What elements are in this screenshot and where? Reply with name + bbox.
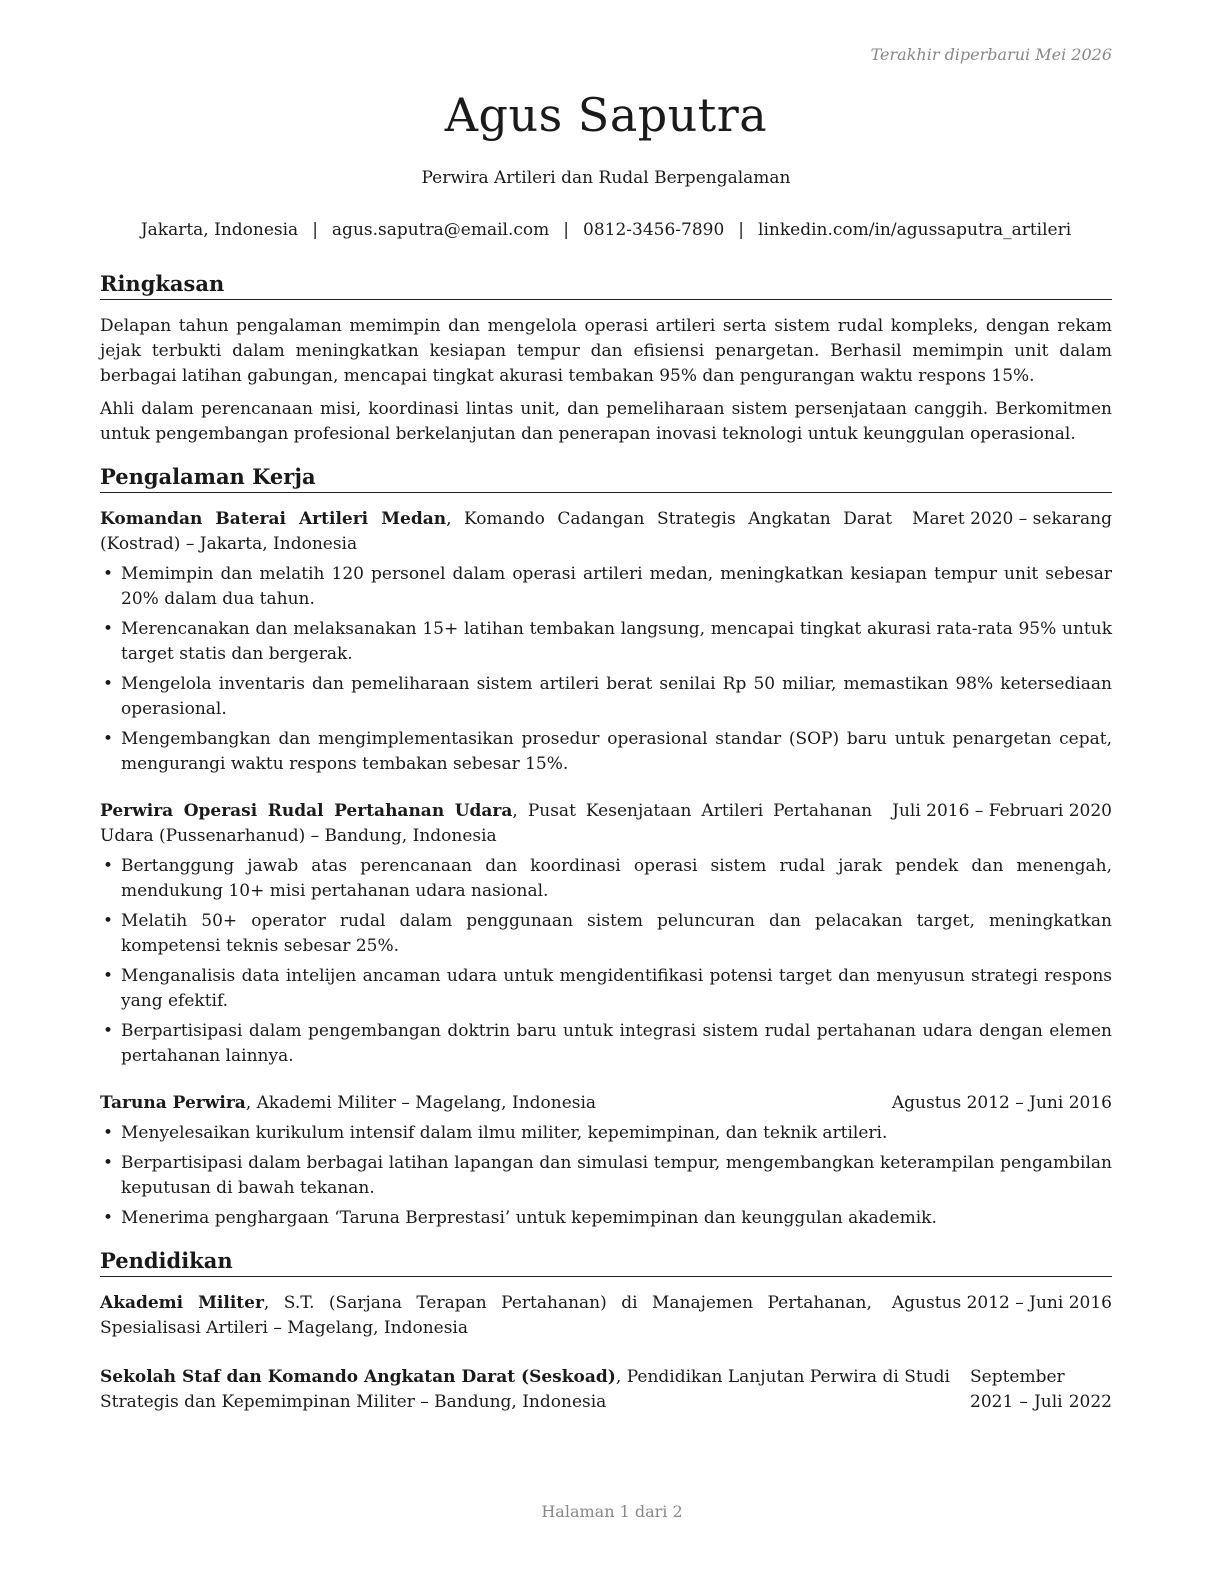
summary-paragraph: Ahli dalam perencanaan misi, koordinasi lintas unit, dan pemeliharaan sistem persenjataan canggih. Berkomitmen untuk pengembangan profesional berkelanjutan dan penerapan inovasi teknologi untuk keunggulan operasional. [100, 399, 1112, 444]
education-section [100, 1247, 1112, 1415]
job-organization: , Akademi Militer – Magelang, Indonesia [245, 1093, 597, 1113]
job-dates: Juli 2016 – Februari 2020 [892, 801, 1112, 821]
job-bullet: • Merencanakan dan melaksanakan 15+ latihan tembakan langsung, mencapai tingkat akurasi rata-rata 95% untuk target statis dan bergerak. [100, 617, 1112, 667]
section-title-experience: Pengalaman Kerja [100, 463, 1112, 493]
education-heading [100, 1365, 970, 1415]
candidate-title: Perwira Artileri dan Rudal Berpengalaman [421, 168, 791, 188]
education-school: Akademi Militer [100, 1293, 264, 1313]
job-organization: , Pusat Kesenjataan Artileri Pertahanan Udara (Pussenarhanud) – Bandung, Indonesia [100, 801, 873, 846]
job-bullet: • Berpartisipasi dalam pengembangan doktrin baru untuk integrasi sistem rudal pertahanan udara dengan elemen pertahanan lainnya. [100, 1019, 1112, 1069]
last-updated: Terakhir diperbarui Mei 2026 [870, 45, 1112, 64]
job-bullet: • Memimpin dan melatih 120 personel dalam operasi artileri medan, meningkatkan kesiapan tempur unit sebesar 20% dalam dua tahun. [100, 562, 1112, 612]
job-bullet: • Menyelesaikan kurikulum intensif dalam ilmu militer, kepemimpinan, dan teknik artileri. [100, 1121, 1112, 1146]
summary-paragraph: Delapan tahun pengalaman memimpin dan mengelola operasi artileri serta sistem rudal kompleks, dengan rekam jejak terbukti dalam meningkatkan kesiapan tempur dan efisiensi penargetan. Berhasil memimpin unit dalam berbagai latihan gabungan, mencapai tingkat akurasi tembakan 95% dan pengurangan waktu respons 15%. [100, 316, 1112, 386]
section-title-summary: Ringkasan [100, 270, 1112, 300]
education-entry [100, 1365, 1112, 1415]
job-bullet: • Berpartisipasi dalam berbagai latihan lapangan dan simulasi tempur, mengembangkan keterampilan pengambilan keputusan di bawah tekanan. [100, 1151, 1112, 1201]
job-heading [100, 1091, 892, 1116]
job-entry [100, 507, 1112, 777]
education-header [100, 1365, 1112, 1415]
job-bullet: • Melatih 50+ operator rudal dalam penggunaan sistem peluncuran dan pelacakan target, meningkatkan kompetensi teknis sebesar 25%. [100, 909, 1112, 959]
job-role: Komandan Baterai Artileri Medan [100, 509, 447, 529]
job-role: Perwira Operasi Rudal Pertahanan Udara [100, 801, 513, 821]
contact-phone: 0812-3456-7890 [583, 220, 725, 240]
job-dates: Agustus 2012 – Juni 2016 [891, 1093, 1112, 1113]
page-number: Halaman 1 dari 2 [541, 1502, 683, 1521]
job-bullet: • Menerima penghargaan ‘Taruna Berprestasi’ untuk kepemimpinan dan keunggulan akademik. [100, 1206, 1112, 1231]
education-header [100, 1291, 1112, 1341]
candidate-name: Agus Saputra [444, 88, 768, 142]
education-school: Sekolah Staf dan Komando Angkatan Darat (Seskoad) [100, 1367, 616, 1387]
contact-separator: | [312, 220, 318, 240]
job-header [100, 507, 1112, 557]
education-detail: , S.T. (Sarjana Terapan Pertahanan) di Manajemen Pertahanan, Spesialisasi Artileri – Magelang, Indonesia [100, 1293, 872, 1338]
job-bullets [100, 1121, 1112, 1231]
education-dates: September 2021 – Juli 2022 [970, 1367, 1112, 1412]
experience-section [100, 463, 1112, 1231]
job-entry [100, 799, 1112, 1069]
job-bullets [100, 854, 1112, 1069]
summary-section [100, 270, 1112, 447]
education-dates: Agustus 2012 – Juni 2016 [891, 1293, 1112, 1313]
job-role: Taruna Perwira [100, 1093, 246, 1113]
job-bullet: • Mengelola inventaris dan pemeliharaan sistem artileri berat senilai Rp 50 miliar, memastikan 98% ketersediaan operasional. [100, 672, 1112, 722]
resume-content [100, 270, 1112, 1431]
job-header [100, 799, 1112, 849]
job-bullets [100, 562, 1112, 777]
job-dates: Maret 2020 – sekarang [912, 509, 1112, 529]
contact-linkedin[interactable]: linkedin.com/in/agussaputra_artileri [758, 220, 1072, 240]
job-organization: , Komando Cadangan Strategis Angkatan Darat (Kostrad) – Jakarta, Indonesia [100, 509, 893, 554]
job-bullet: • Mengembangkan dan mengimplementasikan prosedur operasional standar (SOP) baru untuk penargetan cepat, mengurangi waktu respons tembakan sebesar 15%. [100, 727, 1112, 777]
job-bullet: • Menganalisis data intelijen ancaman udara untuk mengidentifikasi potensi target dan menyusun strategi respons yang efektif. [100, 964, 1112, 1014]
job-heading [100, 507, 912, 557]
contact-separator: | [563, 220, 570, 240]
job-header [100, 1091, 1112, 1116]
education-entry [100, 1291, 1112, 1341]
contact-email[interactable]: agus.saputra@email.com [331, 220, 550, 240]
contact-location: Jakarta, Indonesia [140, 220, 299, 240]
education-heading [100, 1291, 892, 1341]
section-title-education: Pendidikan [100, 1247, 1112, 1277]
job-bullet: • Bertanggung jawab atas perencanaan dan koordinasi operasi sistem rudal jarak pendek dan menengah, mendukung 10+ misi pertahanan udara nasional. [100, 854, 1112, 904]
contact-line [100, 220, 1112, 240]
education-detail: , Pendidikan Lanjutan Perwira di Studi Strategis dan Kepemimpinan Militer – Bandung, Indonesia [100, 1367, 950, 1412]
job-entry [100, 1091, 1112, 1231]
contact-separator: | [738, 220, 745, 240]
job-heading [100, 799, 892, 849]
